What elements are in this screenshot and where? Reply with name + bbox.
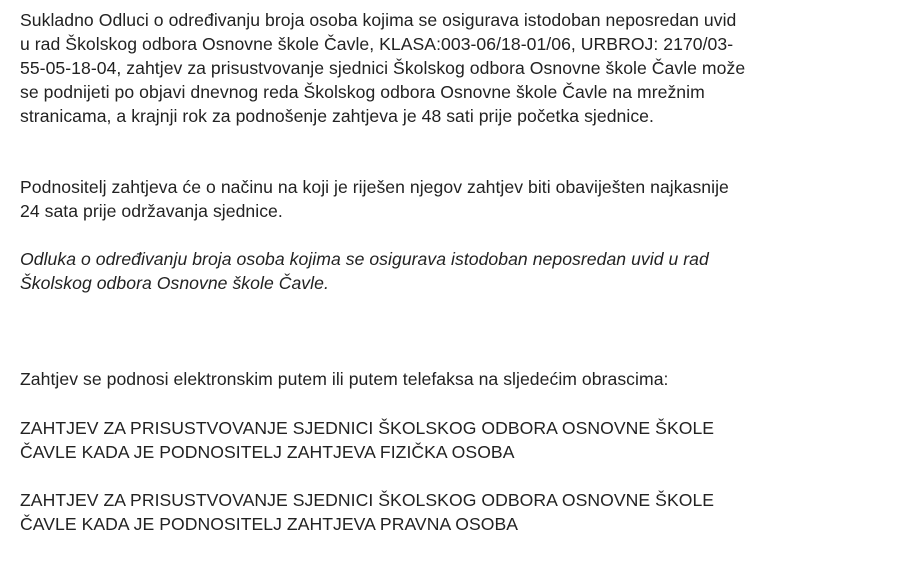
paragraph-line: ČAVLE KADA JE PODNOSITELJ ZAHTJEVA FIZIČKA OSOBA xyxy=(20,442,515,462)
form-natural-person-link[interactable] xyxy=(20,416,900,464)
intro-paragraph xyxy=(20,8,888,128)
form-legal-person-link[interactable] xyxy=(20,488,900,536)
paragraph-line: 24 sata prije održavanja sjednice. xyxy=(20,201,283,221)
paragraph-line: Školskog odbora Osnovne škole Čavle. xyxy=(20,273,329,293)
paragraph-line: ZAHTJEV ZA PRISUSTVOVANJE SJEDNICI ŠKOLSKOG ODBORA OSNOVNE ŠKOLE xyxy=(20,418,715,438)
paragraph-line: se podnijeti po objavi dnevnog reda Školskog odbora Osnovne škole Čavle na mrežnim xyxy=(20,82,705,102)
paragraph-line: 55-05-18-04, zahtjev za prisustvovanje sjednici Školskog odbora Osnovne škole Čavle može xyxy=(20,58,746,78)
submission-instructions xyxy=(20,367,900,391)
paragraph-line: Sukladno Odluci o određivanju broja osoba kojima se osigurava istodoban neposredan uvid xyxy=(20,10,737,30)
paragraph-line: Odluka o određivanju broja osoba kojima se osigurava istodoban neposredan uvid u rad xyxy=(20,249,709,269)
paragraph-line: stranicama, a krajnji rok za podnošenje zahtjeva je 48 sati prije početka sjednice. xyxy=(20,106,654,126)
decision-reference-link[interactable] xyxy=(20,247,888,295)
paragraph-line: Podnositelj zahtjeva će o načinu na koji je riješen njegov zahtjev biti obaviješten najkasnije xyxy=(20,177,729,197)
paragraph-line: ZAHTJEV ZA PRISUSTVOVANJE SJEDNICI ŠKOLSKOG ODBORA OSNOVNE ŠKOLE xyxy=(20,490,715,510)
paragraph-line: Zahtjev se podnosi elektronskim putem ili putem telefaksa na sljedećim obrascima: xyxy=(20,369,669,389)
notification-paragraph xyxy=(20,175,888,223)
paragraph-line: ČAVLE KADA JE PODNOSITELJ ZAHTJEVA PRAVNA OSOBA xyxy=(20,514,519,534)
paragraph-line: u rad Školskog odbora Osnovne škole Čavle, KLASA:003-06/18-01/06, URBROJ: 2170/03- xyxy=(20,34,734,54)
